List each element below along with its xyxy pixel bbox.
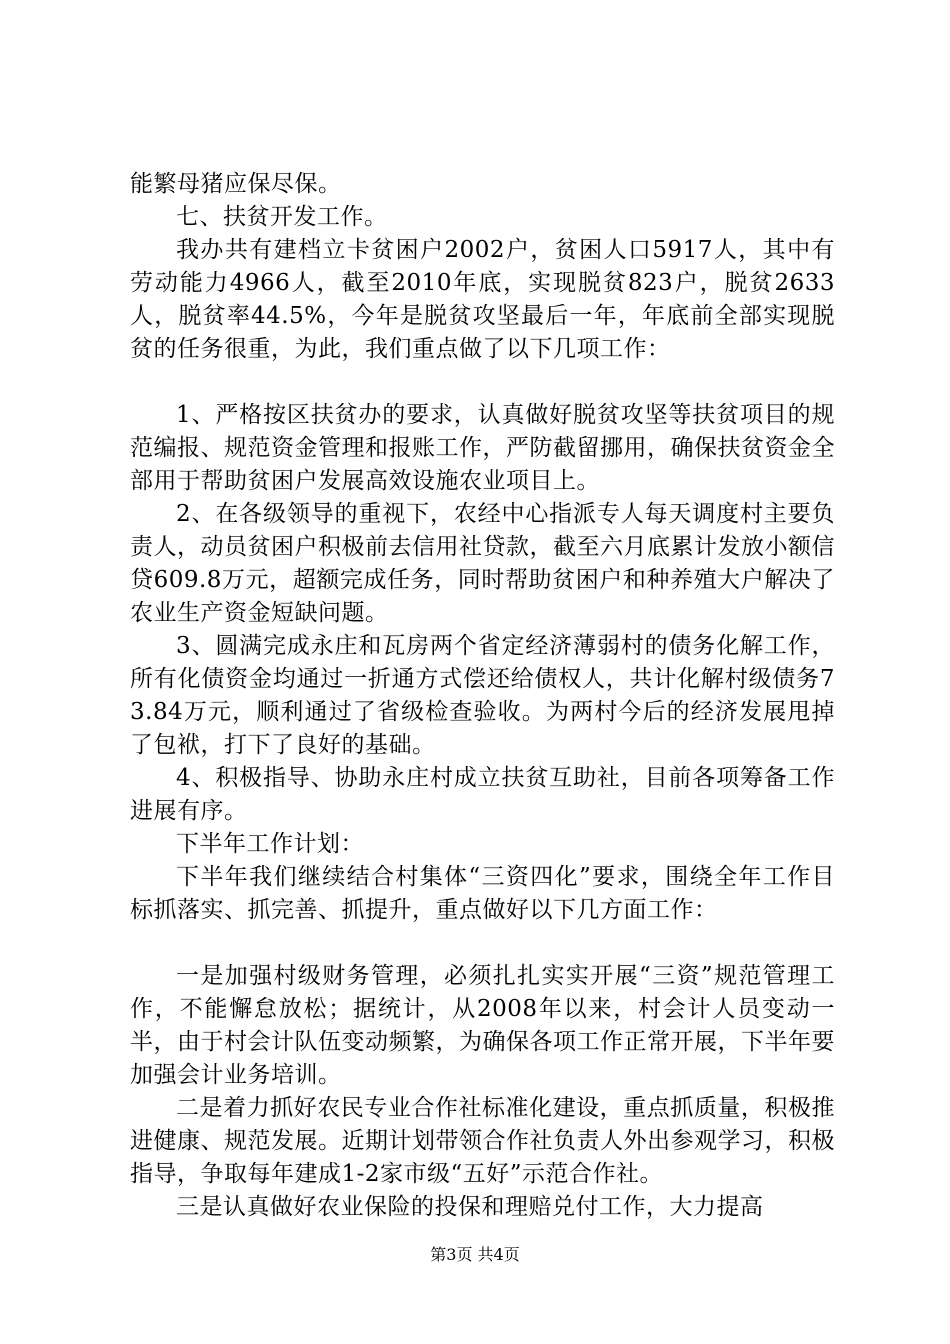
paragraph-plan-item-3: 三是认真做好农业保险的投保和理赔兑付工作，大力提高 [176, 1194, 764, 1220]
paragraph-plan-item-1: 一是加强村级财务管理，必须扎扎实实开展“三资”规范管理工作，不能懈怠放松；据统计，从2008年以来，村会计人员变动一半，由于村会计队伍变动频繁，为确保各项工作正常开展，下半年要加强会计业务培训。 [130, 963, 835, 1088]
paragraph-plan-intro: 下半年我们继续结合村集体“三资四化”要求，围绕全年工作目标抓落实、抓完善、抓提升，重点做好以下几方面工作： [130, 864, 835, 923]
paragraph-item-2: 2、在各级领导的重视下，农经中心指派专人每天调度村主要负责人，动员贫困户积极前去信用社贷款，截至六月底累计发放小额信贷609.8万元，超额完成任务，同时帮助贫困户和种养殖大户解决了农业生产资金短缺问题。 [130, 501, 835, 626]
paragraph-poverty-overview: 我办共有建档立卡贫困户2002户，贫困人口5917人，其中有劳动能力4966人，截至2010年底，实现脱贫823户，脱贫2633人，脱贫率44.5%，今年是脱贫攻坚最后一年，年底前全部实现脱贫的任务很重，为此，我们重点做了以下几项工作： [130, 237, 835, 362]
section-heading-second-half-plan: 下半年工作计划： [176, 831, 364, 857]
page-number-label: 第3页 共4页 [430, 1245, 520, 1264]
document-body [130, 168, 835, 1224]
paragraph-continuation: 能繁母猪应保尽保。 [130, 171, 342, 197]
paragraph-item-3: 3、圆满完成永庄和瓦房两个省定经济薄弱村的债务化解工作，所有化债资金均通过一折通方式偿还给债权人，共计化解村级债务73.84万元，顺利通过了省级检查验收。为两村今后的经济发展甩掉了包袱，打下了良好的基础。 [130, 633, 835, 758]
paragraph-item-4: 4、积极指导、协助永庄村成立扶贫互助社，目前各项筹备工作进展有序。 [130, 765, 835, 824]
paragraph-item-1: 1、严格按区扶贫办的要求，认真做好脱贫攻坚等扶贫项目的规范编报、规范资金管理和报账工作，严防截留挪用，确保扶贫资金全部用于帮助贫困户发展高效设施农业项目上。 [130, 402, 835, 494]
section-heading-poverty-alleviation: 七、扶贫开发工作。 [176, 204, 388, 230]
page-footer [0, 1245, 950, 1265]
paragraph-plan-item-2: 二是着力抓好农民专业合作社标准化建设，重点抓质量，积极推进健康、规范发展。近期计划带领合作社负责人外出参观学习，积极指导，争取每年建成1-2家市级“五好”示范合作社。 [130, 1095, 835, 1187]
